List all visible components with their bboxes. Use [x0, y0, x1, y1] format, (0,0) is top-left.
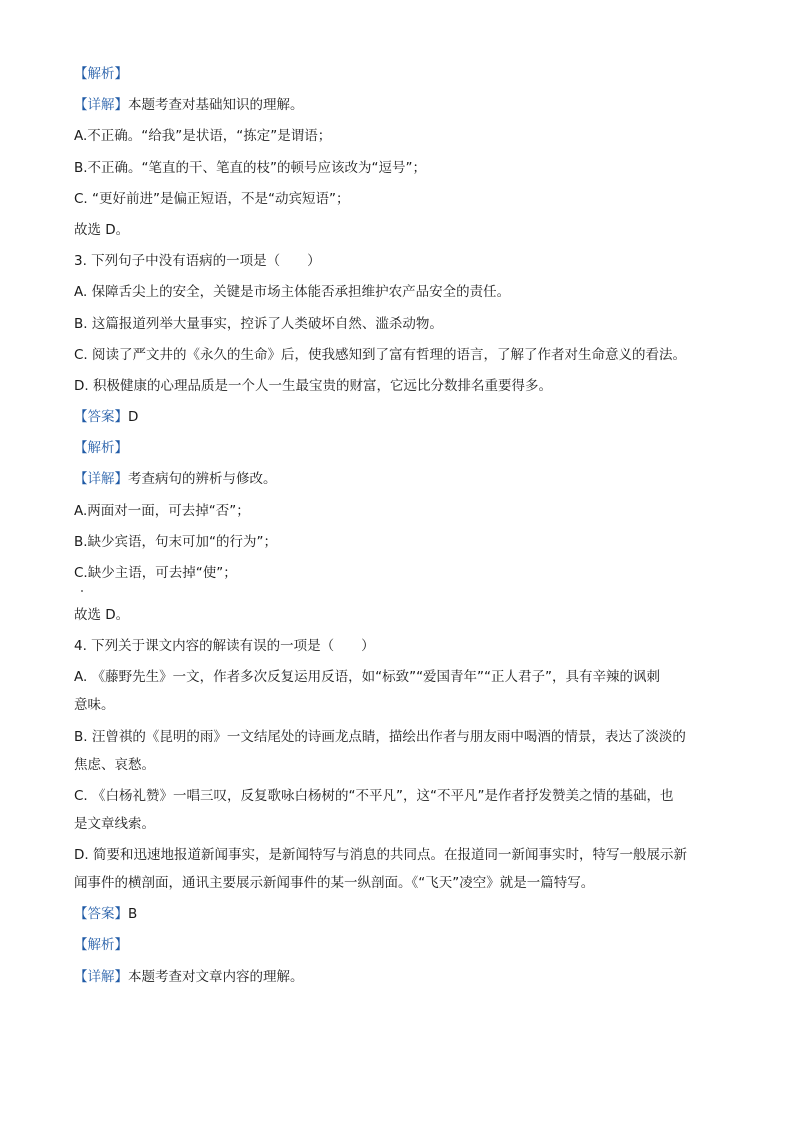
text-line: [74, 532, 724, 552]
line-text: C. 阅读了严文井的《永久的生命》后，使我感知到了富有哲理的语言，了解了作者对生命意义的看法。: [74, 346, 687, 363]
section-tag: 【详解】: [74, 97, 128, 114]
line-text: 故选 D。: [74, 607, 130, 623]
line-text: 3. 下列句子中没有语病的一项是（ ）: [74, 253, 321, 270]
line-text: A. 《藤野先生》一文，作者多次反复运用反语，如“标致”“爱国青年”“正人君子”，具有辛辣的讽刺: [74, 669, 661, 686]
text-line: [74, 967, 724, 987]
option-line: [74, 282, 724, 302]
line-text: B.缺少宾语，句末可加“的行为”；: [74, 533, 278, 550]
line-text: D: [128, 409, 139, 426]
text-line: [74, 189, 724, 209]
section-tag: 【解析】: [74, 440, 128, 457]
line-text: 是文章线索。: [74, 815, 155, 832]
text-line: [74, 64, 724, 84]
text-line: [74, 605, 724, 625]
line-text: B.不正确。“笔直的干、笔直的枝”的顿号应该改为“逗号”；: [74, 159, 427, 176]
section-tag: 【解析】: [74, 937, 128, 954]
line-text: B. 汪曾祺的《昆明的雨》一文结尾处的诗画龙点睛，描绘出作者与朋友雨中喝酒的情景，表达了淡淡的: [74, 728, 686, 745]
option-line-cont: [74, 873, 724, 893]
line-text: A.不正确。“给我”是状语，“拣定”是谓语；: [74, 128, 332, 145]
document-page: [74, 64, 724, 998]
line-text: D. 简要和迅速地报道新闻事实，是新闻特写与消息的共同点。在报道同一新闻事实时，特写一般展示新: [74, 846, 687, 863]
section-tag: 【详解】: [74, 471, 128, 488]
option-line: [74, 376, 724, 396]
option-line: [74, 845, 724, 865]
question-title: [74, 251, 724, 271]
question-title: [74, 636, 724, 656]
line-text: 闻事件的横剖面，通讯主要展示新闻事件的某一纵剖面。《“飞天”凌空》就是一篇特写。: [74, 874, 595, 891]
text-line: [74, 438, 724, 458]
section-tag: 【答案】: [74, 906, 128, 923]
option-line: [74, 727, 724, 747]
line-text: C. 《白杨礼赞》一唱三叹，反复歌咏白杨树的“不平凡”，这“不平凡”是作者抒发赞美之情的基础，也: [74, 787, 674, 804]
line-text: C.缺少主语，可去掉“使”；: [74, 565, 237, 581]
text-line: [74, 469, 724, 489]
stray-dot-mark: [81, 590, 83, 592]
section-tag: 【详解】: [74, 968, 128, 985]
option-line: [74, 345, 724, 365]
option-line: [74, 667, 724, 687]
text-line: [74, 563, 724, 583]
line-text: 本题考查对文章内容的理解。: [128, 968, 304, 985]
text-line: [74, 95, 724, 115]
text-line: [74, 935, 724, 955]
text-line: [74, 220, 724, 240]
option-line: [74, 314, 724, 334]
line-text: 焦虑、哀愁。: [74, 756, 155, 773]
option-line-cont: [74, 755, 724, 775]
answer-line: [74, 904, 724, 924]
line-text: B. 这篇报道列举大量事实，控诉了人类破坏自然、滥杀动物。: [74, 315, 443, 332]
line-text: A. 保障舌尖上的安全，关键是市场主体能否承担维护农产品安全的责任。: [74, 284, 511, 301]
text-line: [74, 501, 724, 521]
line-text: B: [128, 906, 138, 923]
line-text: 故选 D。: [74, 221, 130, 238]
option-line-cont: [74, 814, 724, 834]
text-line: [74, 126, 724, 146]
line-text: 4. 下列关于课文内容的解读有误的一项是（ ）: [74, 638, 375, 655]
option-line-cont: [74, 695, 724, 715]
section-tag: 【答案】: [74, 409, 128, 426]
section-tag: 【解析】: [74, 66, 128, 82]
line-text: 本题考查对基础知识的理解。: [128, 97, 304, 114]
option-line: [74, 786, 724, 806]
line-text: C. “更好前进”是偏正短语，不是“动宾短语”；: [74, 190, 350, 207]
line-text: 考查病句的辨析与修改。: [128, 471, 277, 488]
line-text: 意味。: [74, 697, 115, 714]
answer-line: [74, 407, 724, 427]
text-line: [74, 158, 724, 178]
line-text: D. 积极健康的心理品质是一个人一生最宝贵的财富，它远比分数排名重要得多。: [74, 377, 552, 394]
line-text: A.两面对一面，可去掉“否”；: [74, 502, 250, 519]
